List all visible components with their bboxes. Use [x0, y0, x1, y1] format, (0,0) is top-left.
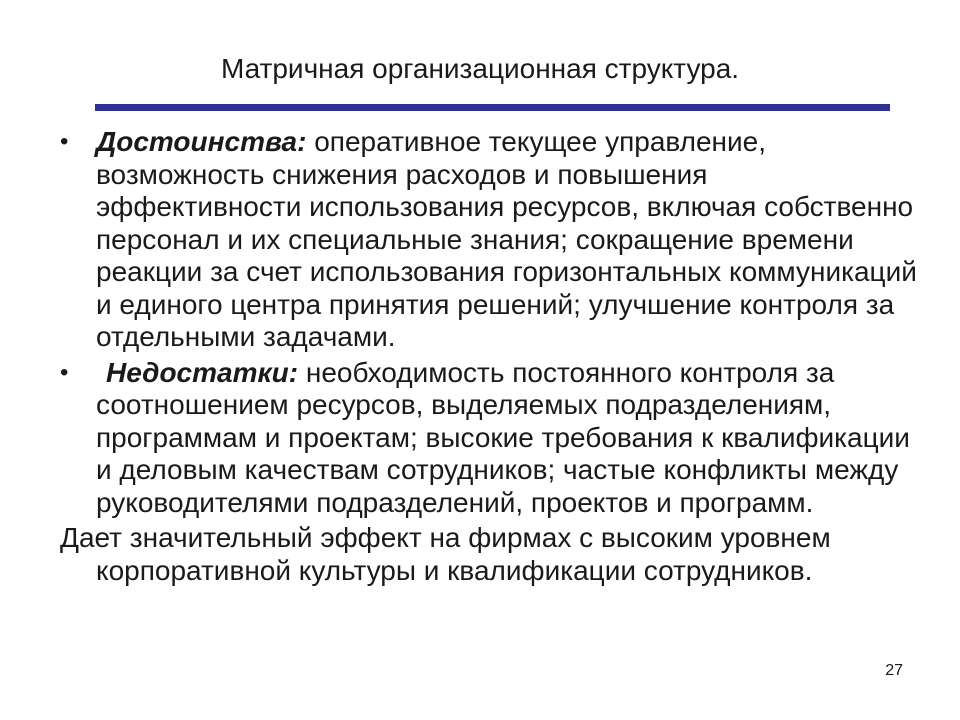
disadvantages-text: необходимость постоянного контроля за соотношением ресурсов, выделяемых подразделениям, программам и проектам; высокие требования к квалификации и деловым качествам сотрудников; частые конфликты между руководителями подразделений, проектов и программ.: [96, 356, 910, 518]
advantages-heading: Достоинства:: [96, 126, 307, 157]
slide-body: [60, 126, 920, 587]
bullet-icon: •: [60, 128, 69, 155]
disadvantages-heading: Недостатки:: [106, 356, 299, 388]
closing-paragraph: Дает значительный эффект на фирмах с высоким уровнем корпоративной культуры и квалификации сотрудников.: [60, 522, 831, 586]
bullet-icon: •: [60, 358, 69, 386]
slide-title: Матричная организационная структура.: [220, 53, 740, 84]
bullet-disadvantages: [60, 357, 920, 520]
title-underline: [95, 104, 890, 111]
advantages-text: оперативное текущее управление, возможность снижения расходов и повышения эффективности использования ресурсов, включая собственно персонал и их специальные знания; сокращение времени реакции за счет использования горизонтальных коммуникаций и единого центра принятия решений; улучшение контроля за отдельными задачами.: [96, 126, 917, 352]
page-number: 27: [885, 662, 903, 679]
bullet-advantages: [60, 126, 920, 354]
